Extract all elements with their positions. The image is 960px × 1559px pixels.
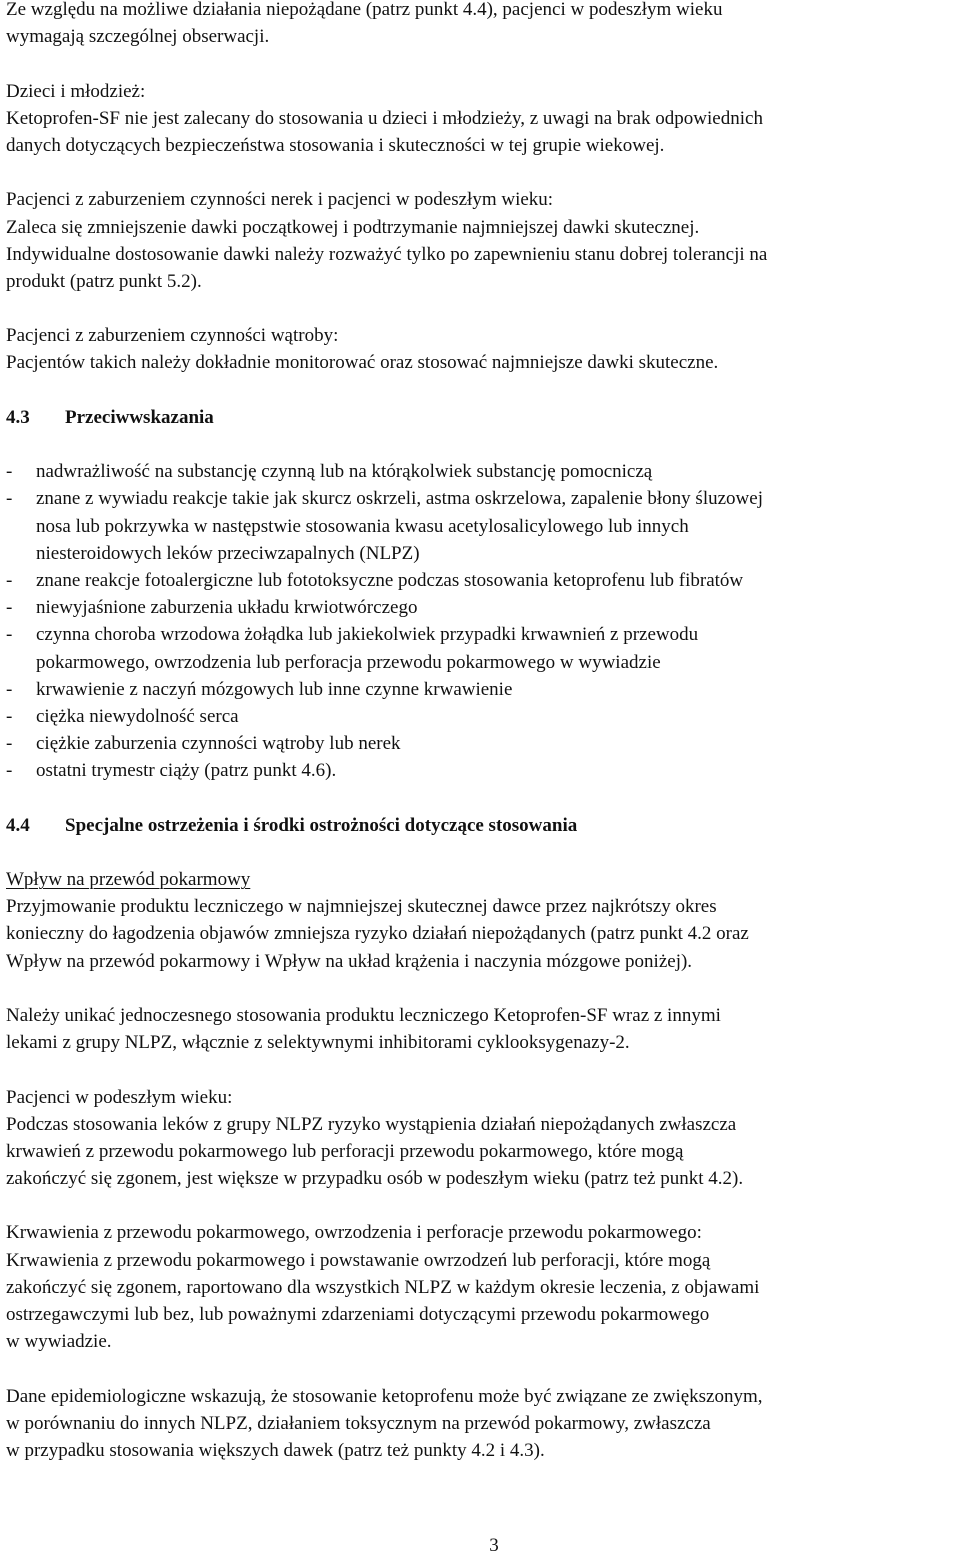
subheading-renal: Pacjenci z zaburzeniem czynności nerek i pacjenci w podeszłym wieku: <box>6 189 554 211</box>
list-item-line: ciężka niewydolność serca <box>36 705 239 727</box>
text-line: Indywidualne dostosowanie dawki należy rozważyć tylko po zapewnieniu stanu dobrej tolerancji na <box>6 243 768 265</box>
children-paragraph <box>6 78 956 160</box>
list-item: - znane reakcje fotoalergiczne lub fototoksyczne podczas stosowania ketoprofenu lub fibratów <box>6 567 956 594</box>
section-heading-4-3 <box>6 404 956 431</box>
text-line: zakończyć się zgonem, raportowano dla wszystkich NLPZ w każdym okresie leczenia, z objawami <box>6 1276 760 1298</box>
subheading-gi: Wpływ na przewód pokarmowy <box>6 869 251 890</box>
page-number: 3 <box>489 1535 499 1556</box>
text-line: Przyjmowanie produktu leczniczego w najmniejszej skutecznej dawce przez najkrótszy okres <box>6 896 717 918</box>
section-number: 4.4 <box>6 814 30 836</box>
text-line: Krwawienia z przewodu pokarmowego i powstawanie owrzodzeń lub perforacji, które mogą <box>6 1249 711 1271</box>
text-line: w porównaniu do innych NLPZ, działaniem toksycznym na przewód pokarmowy, zwłaszcza <box>6 1412 711 1434</box>
text-line: Zaleca się zmniejszenie dawki początkowej i podtrzymanie najmniejszej dawki skutecznej. <box>6 216 700 238</box>
list-item-line: pokarmowego, owrzodzenia lub perforacja przewodu pokarmowego w wywiadzie <box>36 651 661 673</box>
section-title: Specjalne ostrzeżenia i środki ostrożności dotyczące stosowania <box>65 814 578 836</box>
text-line: w wywiadzie. <box>6 1331 112 1353</box>
section-title: Przeciwwskazania <box>65 406 214 428</box>
list-item: - ciężka niewydolność serca <box>6 703 956 730</box>
gi-paragraph <box>6 866 956 975</box>
list-item-line: krwawienie z naczyń mózgowych lub inne czynne krwawienie <box>36 678 513 700</box>
text-line: Należy unikać jednoczesnego stosowania produktu leczniczego Ketoprofen-SF wraz z innymi <box>6 1004 721 1026</box>
list-item-line: ciężkie zaburzenia czynności wątroby lub nerek <box>36 733 401 755</box>
text-line: konieczny do łagodzenia objawów zmniejsza ryzyko działań niepożądanych (patrz punkt 4.2 oraz <box>6 923 749 945</box>
list-item: - znane z wywiadu reakcje takie jak skurcz oskrzeli, astma oskrzelowa, zapalenie błony śluzowej nosa lub pokrzywka w następstwie stosowania kwasu acetylosalicylowego lub innych niesteroidowych leków przeciwzapalnych (NLPZ) <box>6 485 956 567</box>
list-item-line: czynna choroba wrzodowa żołądka lub jakiekolwiek przypadki krwawnień z przewodu <box>36 624 699 646</box>
intro-paragraph <box>6 0 956 50</box>
renal-paragraph <box>6 186 956 295</box>
document-page <box>6 0 956 1464</box>
list-item-line: ostatni trymestr ciąży (patrz punkt 4.6). <box>36 760 337 782</box>
text-line: lekami z grupy NLPZ, włącznie z selektywnymi inhibitorami cyklooksygenazy-2. <box>6 1032 630 1054</box>
list-item: - niewyjaśnione zaburzenia układu krwiotwórczego <box>6 594 956 621</box>
list-item: - ciężkie zaburzenia czynności wątroby lub nerek <box>6 730 956 757</box>
text-line: Pacjentów takich należy dokładnie monitorować oraz stosować najmniejsze dawki skuteczne. <box>6 352 719 374</box>
text-line: Podczas stosowania leków z grupy NLPZ ryzyko wystąpienia działań niepożądanych zwłaszcza <box>6 1113 737 1135</box>
list-item-line: niewyjaśnione zaburzenia układu krwiotwórczego <box>36 597 418 619</box>
text-line: ostrzegawczymi lub bez, lub poważnymi zdarzeniami dotyczącymi przewodu pokarmowego <box>6 1304 710 1325</box>
list-item: - krwawienie z naczyń mózgowych lub inne czynne krwawienie <box>6 676 956 703</box>
text-line: Dane epidemiologiczne wskazują, że stosowanie ketoprofenu może być związane ze zwiększonym, <box>6 1385 763 1407</box>
list-item: - nadwrażliwość na substancję czynną lub na którąkolwiek substancję pomocniczą <box>6 458 956 485</box>
nlpz-paragraph <box>6 1002 956 1056</box>
epidemiology-paragraph <box>6 1383 956 1465</box>
list-item-line: nadwrażliwość na substancję czynną lub na którąkolwiek substancję pomocniczą <box>36 461 653 483</box>
text-line: Ze względu na możliwe działania niepożądane (patrz punkt 4.4), pacjenci w podeszłym wieku <box>6 0 723 20</box>
text-line: wymagają szczególnej obserwacji. <box>6 26 270 48</box>
bleeding-paragraph <box>6 1219 956 1355</box>
list-item: - ostatni trymestr ciąży (patrz punkt 4.6). <box>6 757 956 784</box>
hepatic-paragraph <box>6 322 956 376</box>
subheading-elderly: Pacjenci w podeszłym wieku: <box>6 1086 233 1108</box>
list-item-line: niesteroidowych leków przeciwzapalnych (NLPZ) <box>36 542 420 564</box>
text-line: Ketoprofen-SF nie jest zalecany do stosowania u dzieci i młodzieży, z uwagi na brak odpowiednich <box>6 107 763 129</box>
elderly-paragraph <box>6 1084 956 1193</box>
text-line: Wpływ na przewód pokarmowy i Wpływ na układ krążenia i naczynia mózgowe poniżej). <box>6 950 693 972</box>
contraindications-list <box>6 458 956 784</box>
list-item-line: znane z wywiadu reakcje takie jak skurcz oskrzeli, astma oskrzelowa, zapalenie błony śluzowej <box>36 488 763 510</box>
section-number: 4.3 <box>6 406 30 428</box>
text-line: danych dotyczących bezpieczeństwa stosowania i skuteczności w tej grupie wiekowej. <box>6 134 665 156</box>
list-item-line: nosa lub pokrzywka w następstwie stosowania kwasu acetylosalicylowego lub innych <box>36 515 689 537</box>
subheading-children: Dzieci i młodzież: <box>6 80 146 102</box>
subheading-hepatic: Pacjenci z zaburzeniem czynności wątroby: <box>6 325 339 347</box>
list-item-line: znane reakcje fotoalergiczne lub fototoksyczne podczas stosowania ketoprofenu lub fibratów <box>36 569 744 591</box>
text-line: produkt (patrz punkt 5.2). <box>6 270 202 292</box>
list-item: - czynna choroba wrzodowa żołądka lub jakiekolwiek przypadki krwawnień z przewodu pokarmowego, owrzodzenia lub perforacja przewodu pokarmowego w wywiadzie <box>6 621 956 675</box>
text-line: w przypadku stosowania większych dawek (patrz też punkty 4.2 i 4.3). <box>6 1439 545 1461</box>
section-heading-4-4 <box>6 812 956 839</box>
text-line: zakończyć się zgonem, jest większe w przypadku osób w podeszłym wieku (patrz też punkt 4.2). <box>6 1168 744 1190</box>
subheading-bleeding: Krwawienia z przewodu pokarmowego, owrzodzenia i perforacje przewodu pokarmowego: <box>6 1222 702 1244</box>
text-line: krwawień z przewodu pokarmowego lub perforacji przewodu pokarmowego, które mogą <box>6 1140 684 1162</box>
